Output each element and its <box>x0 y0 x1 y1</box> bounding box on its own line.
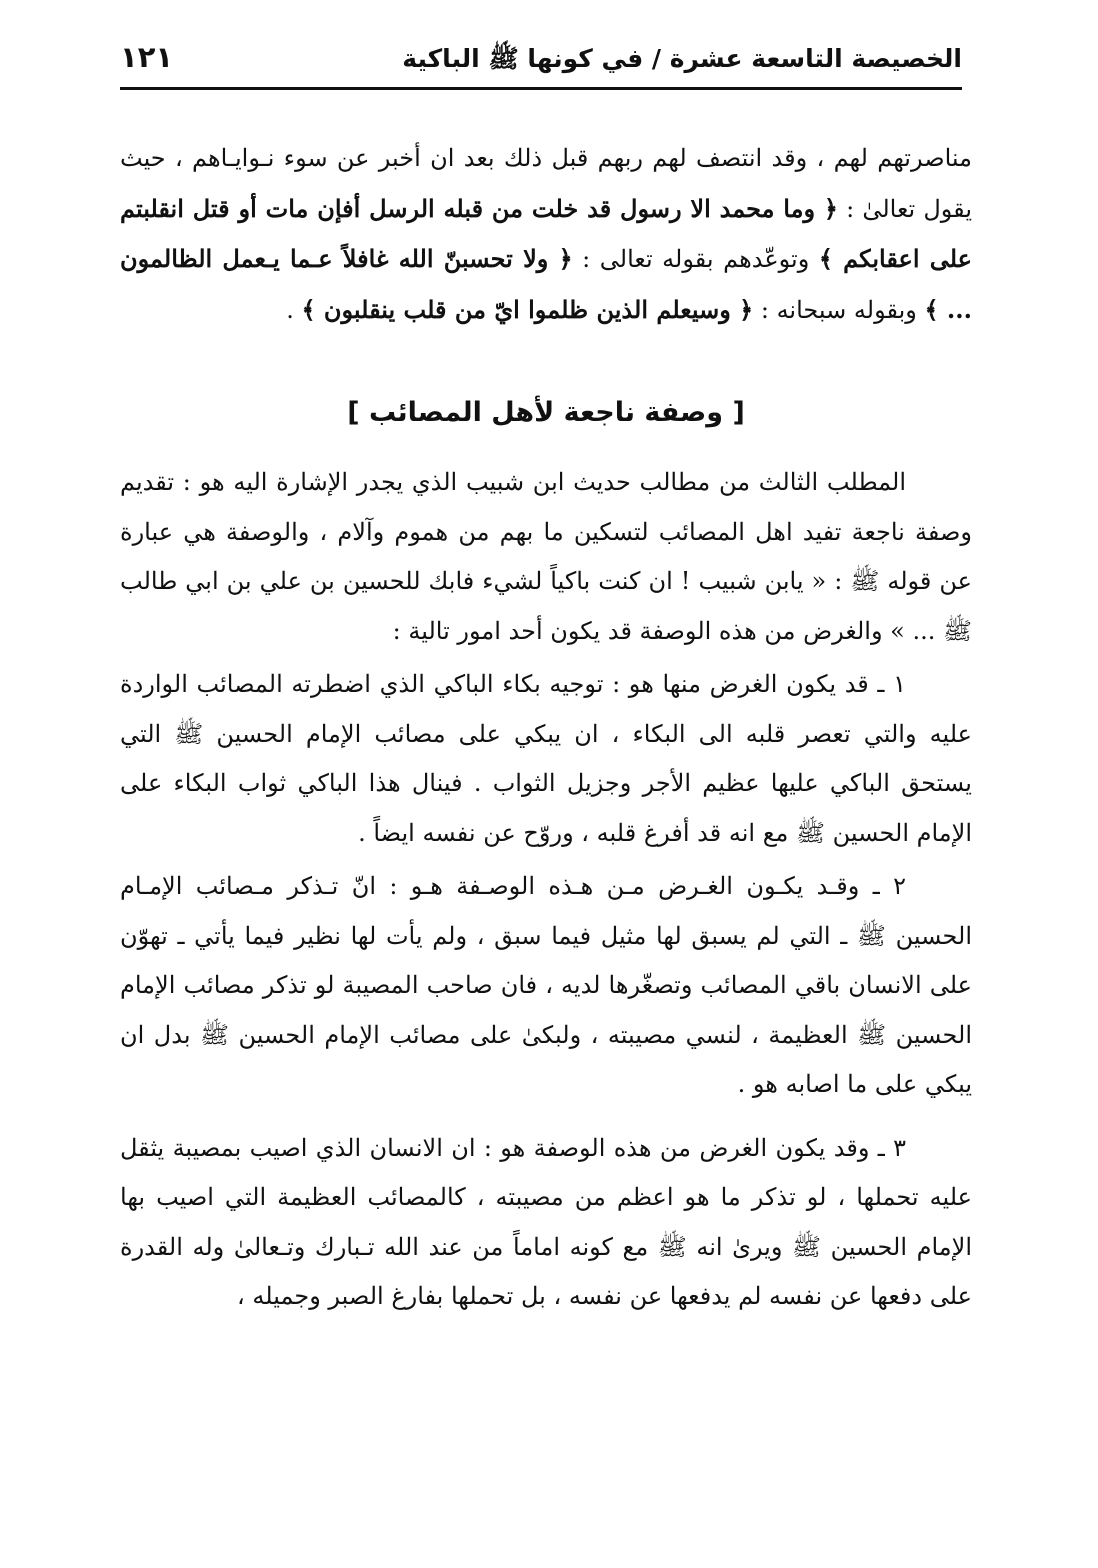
header-divider <box>120 87 962 90</box>
paragraph-point-1: ١ ـ قد يكون الغرض منها هو : توجيه بكاء الباكي الذي اضطرته المصائب الواردة عليه والتي تعصر قلبه الى البكاء ، ان يبكي على مصائب الإمام الحسين ﷺ التي يستحق الباكي عليها عظيم الأجر وجزيل الثواب . فينال هذا الباكي ثواب البكاء على الإمام الحسين ﷺ مع انه قد أفرغ قلبه ، وروّح عن نفسه ايضاً . <box>120 670 972 847</box>
page-header <box>120 38 962 86</box>
page-number: ١٢١ <box>120 40 174 74</box>
intro-text-4: . <box>286 295 302 324</box>
paragraph-point-3: ٣ ـ وقد يكون الغرض من هذه الوصفة هو : ان الانسان الذي اصيب بمصيبة يثقل عليه تحملها ، لو تذكر ما هو اعظم من مصيبته ، كالمصائب العظيمة التي اصيب بها الإمام الحسين ﷺ ويرىٰ انه ﷺ مع كونه اماماً من عند الله تـبارك وتـعالىٰ وله القدرة على دفعها عن نفسه لم يدفعها عن نفسه ، بل تحملها بفارغ الصبر وجميله ، <box>120 1133 972 1310</box>
intro-text-1: مناصرتهم لهم ، وقد انتصف لهم ربهم قبل ذلك بعد ان أخبر عن سوء نـوايـاهم ، حيث يقول تعالىٰ : <box>120 144 973 223</box>
quran-quote-3: ﴿ وسيعلم الذين ظلموا ايّ من قلب ينقلبون ﴾ <box>301 294 754 324</box>
paragraph-point-2: ٢ ـ وقـد يكـون الغـرض مـن هـذه الوصـفة هـو : انّ تـذكر مـصائب الإمـام الحسين ﷺ ـ التي لم يسبق لها مثيل فيما سبق ، ولم يأت لها نظير فيما يأتي ـ تهوّن على الانسان باقي المصائب وتصغّرها لديه ، فان صاحب المصيبة لو تذكر مصائب الإمام الحسين ﷺ العظيمة ، لنسي مصيبته ، ولبكىٰ على مصائب الإمام الحسين ﷺ بدل ان يبكي على ما اصابه هو . <box>120 872 972 1098</box>
section-body <box>120 458 972 1322</box>
intro-paragraph <box>120 134 972 335</box>
section-heading: [ وصفة ناجعة لأهل المصائب ] <box>347 397 745 428</box>
quran-quote-2: ﴿ ولا تحسبنّ الله غافلاً عـما يـعمل الظالمون ... ﴾ <box>120 244 972 324</box>
running-title: الخصيصة التاسعة عشرة / في كونها ﷺ الباكية <box>402 44 962 73</box>
quran-quote-1: ﴿ وما محمد الا رسول قد خلت من قبله الرسل أفإن مات أو قتل انقلبتم على اعقابكم ﴾ <box>120 193 972 273</box>
paragraph-intro: المطلب الثالث من مطالب حديث ابن شبيب الذي يجدر الإشارة اليه هو : تقديم وصفة ناجعة تفيد اهل المصائب لتسكين ما بهم من هموم وآلام ، والوصفة هي عبارة عن قوله ﷺ : « يابن شبيب ! ان كنت باكياً لشيء فابك للحسين بن علي بن ابي طالب ﷺ ... » والغرض من هذه الوصفة قد يكون أحد امور تالية : <box>120 468 972 645</box>
intro-text-3: وبقوله سبحانه : <box>753 295 925 324</box>
intro-text-2: وتوعّدهم بقوله تعالى : <box>572 245 819 273</box>
